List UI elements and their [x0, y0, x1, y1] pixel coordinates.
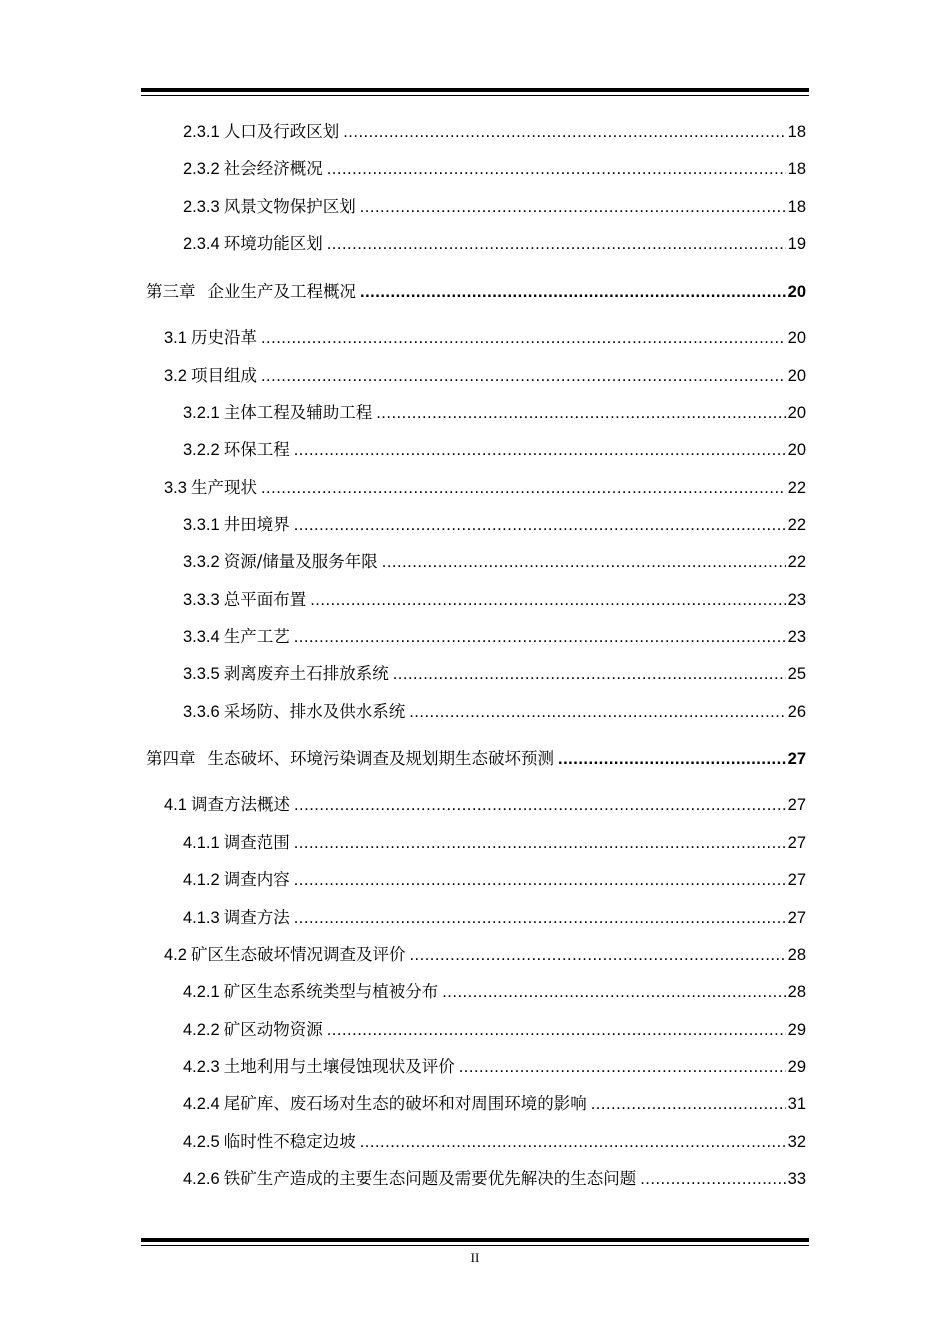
toc-leader-dots: [360, 1130, 786, 1154]
toc-entry[interactable]: [183, 1167, 806, 1191]
toc-leader-dots: [382, 550, 786, 574]
toc-entry-title: 井田境界: [223, 515, 290, 534]
toc-entry-number: 3.1: [164, 329, 187, 347]
toc-entry-title: 调查方法概述: [190, 795, 290, 814]
toc-leader-dots: [294, 831, 786, 855]
toc-entry-number: 4.2: [164, 946, 187, 964]
toc-leader-dots: [558, 747, 786, 771]
toc-entry[interactable]: [183, 1130, 806, 1154]
toc-entry-number: 第四章: [146, 750, 196, 768]
toc-entry-number: 3.3.2: [183, 553, 220, 571]
toc-entry-title: 土地利用与土壤侵蚀现状及评价: [223, 1057, 455, 1076]
toc-entry-number: 3.3.5: [183, 665, 220, 683]
toc-entry-title: 生产现状: [190, 478, 257, 497]
toc-entry[interactable]: [183, 831, 806, 855]
toc-entry-number: 2.3.3: [183, 198, 220, 216]
toc-entry[interactable]: [183, 513, 806, 537]
toc-entry[interactable]: [183, 1092, 806, 1116]
toc-entry-number: 4.1.1: [183, 834, 220, 852]
toc-entry-title: 剥离废弃土石排放系统: [223, 664, 389, 683]
toc-entry-title: 铁矿生产造成的主要生态问题及需要优先解决的生态问题: [223, 1169, 637, 1188]
toc-leader-dots: [327, 232, 786, 256]
footer-rule: [141, 1238, 809, 1246]
toc-leader-dots: [376, 401, 785, 425]
toc-entry-number: 4.2.2: [183, 1021, 220, 1039]
toc-entry[interactable]: [183, 120, 806, 144]
toc-entry-page: 27: [787, 750, 806, 768]
toc-entry-number: 4.2.3: [183, 1058, 220, 1076]
toc-leader-dots: [409, 700, 785, 724]
toc-leader-dots: [442, 980, 785, 1004]
toc-entry[interactable]: [183, 588, 806, 612]
toc-entry[interactable]: [183, 401, 806, 425]
toc-entry-page: 27: [787, 796, 806, 814]
toc-entry-page: 26: [787, 703, 806, 721]
toc-leader-dots: [294, 438, 786, 462]
toc-entry-number: 4.2.5: [183, 1133, 220, 1151]
toc-entry-page: 22: [787, 479, 806, 497]
toc-leader-dots: [294, 625, 786, 649]
toc-leader-dots: [343, 120, 785, 144]
toc-entry-number: 3.3: [164, 479, 187, 497]
toc-leader-dots: [294, 868, 786, 892]
toc-entry-title: 主体工程及辅助工程: [223, 403, 373, 422]
toc-entry-page: 18: [787, 160, 806, 178]
toc-entry-page: 33: [787, 1170, 806, 1188]
toc-leader-dots: [591, 1092, 786, 1116]
toc-entry[interactable]: [164, 793, 806, 817]
toc-leader-dots: [310, 588, 785, 612]
toc-entry-title: 生产工艺: [223, 627, 290, 646]
toc-entry-page: 23: [787, 628, 806, 646]
toc-entry-title: 生态破坏、环境污染调查及规划期生态破坏预测: [207, 749, 554, 768]
toc-leader-dots: [294, 906, 786, 930]
toc-entry-title: 资源/储量及服务年限: [223, 552, 378, 571]
toc-entry-page: 20: [787, 367, 806, 385]
toc-entry[interactable]: [164, 326, 806, 350]
toc-entry-number: 4.1.2: [183, 871, 220, 889]
toc-entry-title: 尾矿库、废石场对生态的破坏和对周围环境的影响: [223, 1094, 587, 1113]
toc-entry-title: 历史沿革: [190, 328, 257, 347]
toc-leader-dots: [294, 513, 786, 537]
toc-entry-page: 18: [787, 198, 806, 216]
toc-leader-dots: [327, 1018, 786, 1042]
toc-entry[interactable]: [183, 232, 806, 256]
toc-entry-title: 临时性不稳定边坡: [223, 1132, 356, 1151]
toc-entry-number: 3.2.1: [183, 404, 220, 422]
toc-entry-title: 调查范围: [223, 833, 290, 852]
toc-leader-dots: [360, 280, 786, 304]
toc-entry-title: 社会经济概况: [223, 159, 323, 178]
toc-chapter-entry[interactable]: [146, 747, 806, 771]
toc-entry-page: 32: [787, 1133, 806, 1151]
toc-entry[interactable]: [183, 1018, 806, 1042]
toc-entry-title: 风景文物保护区划: [223, 197, 356, 216]
toc-entry-page: 23: [787, 591, 806, 609]
toc-entry-number: 3.3.1: [183, 516, 220, 534]
toc-entry[interactable]: [164, 364, 806, 388]
toc-leader-dots: [640, 1167, 785, 1191]
toc-entry-title: 矿区生态破坏情况调查及评价: [190, 945, 406, 964]
toc-entry-page: 20: [787, 329, 806, 347]
toc-entry-title: 总平面布置: [223, 590, 307, 609]
toc-entry-number: 2.3.1: [183, 123, 220, 141]
toc-entry[interactable]: [183, 980, 806, 1004]
toc-leader-dots: [261, 364, 786, 388]
toc-entry[interactable]: [164, 476, 806, 500]
toc-entry-title: 调查方法: [223, 908, 290, 927]
toc-entry-number: 4.2.6: [183, 1170, 220, 1188]
toc-entry-page: 20: [787, 404, 806, 422]
toc-entry-page: 20: [787, 441, 806, 459]
toc-entry[interactable]: [183, 625, 806, 649]
toc-entry-page: 25: [787, 665, 806, 683]
toc-entry-number: 4.2.1: [183, 983, 220, 1001]
toc-entry-number: 3.3.3: [183, 591, 220, 609]
toc-leader-dots: [360, 195, 786, 219]
toc-entry-number: 第三章: [146, 283, 196, 301]
toc-entry-page: 27: [787, 834, 806, 852]
toc-entry-title: 企业生产及工程概况: [207, 282, 356, 301]
toc-entry-title: 矿区生态系统类型与植被分布: [223, 982, 439, 1001]
toc-entry-title: 环保工程: [223, 440, 290, 459]
toc-leader-dots: [294, 793, 786, 817]
toc-entry-title: 人口及行政区划: [223, 122, 340, 141]
toc-entry-page: 28: [787, 946, 806, 964]
toc-entry-number: 3.3.4: [183, 628, 220, 646]
toc-entry[interactable]: [183, 195, 806, 219]
toc-entry[interactable]: [183, 438, 806, 462]
toc-entry-title: 矿区动物资源: [223, 1020, 323, 1039]
toc-entry-page: 28: [787, 983, 806, 1001]
toc-entry-page: 29: [787, 1021, 806, 1039]
toc-entry[interactable]: [183, 1055, 806, 1079]
toc-leader-dots: [261, 476, 786, 500]
footer-page-number: II: [470, 1250, 480, 1265]
toc-entry[interactable]: [183, 157, 806, 181]
toc-leader-dots: [327, 157, 786, 181]
toc-entry-number: 4.1.3: [183, 909, 220, 927]
toc-entry[interactable]: [183, 662, 806, 686]
toc-entry-number: 3.3.6: [183, 703, 220, 721]
toc-entry-number: 2.3.4: [183, 235, 220, 253]
toc-leader-dots: [409, 943, 785, 967]
toc-leader-dots: [459, 1055, 786, 1079]
toc-entry-page: 22: [787, 516, 806, 534]
toc-leader-dots: [261, 326, 786, 350]
toc-entry[interactable]: [164, 943, 806, 967]
toc-entry-number: 2.3.2: [183, 160, 220, 178]
toc-entry-page: 19: [787, 235, 806, 253]
toc-entry-page: 22: [787, 553, 806, 571]
toc-entry[interactable]: [183, 906, 806, 930]
toc-entry-title: 调查内容: [223, 870, 290, 889]
toc-entry[interactable]: [183, 868, 806, 892]
toc-entry-page: 27: [787, 871, 806, 889]
toc-entry[interactable]: [183, 700, 806, 724]
toc-chapter-entry[interactable]: [146, 280, 806, 304]
toc-entry-title: 采场防、排水及供水系统: [223, 702, 406, 721]
toc-entry-number: 3.2.2: [183, 441, 220, 459]
toc-entry-number: 3.2: [164, 367, 187, 385]
toc-entry-page: 18: [787, 123, 806, 141]
toc-entry-page: 31: [787, 1095, 806, 1113]
toc-entry-page: 29: [787, 1058, 806, 1076]
toc-entry-title: 环境功能区划: [223, 234, 323, 253]
toc-entry-number: 4.1: [164, 796, 187, 814]
toc-entry-number: 4.2.4: [183, 1095, 220, 1113]
toc-entry-title: 项目组成: [190, 366, 257, 385]
toc-leader-dots: [393, 662, 786, 686]
toc-entry-page: 27: [787, 909, 806, 927]
toc-entry[interactable]: [183, 550, 806, 574]
toc-entry-page: 20: [787, 283, 806, 301]
